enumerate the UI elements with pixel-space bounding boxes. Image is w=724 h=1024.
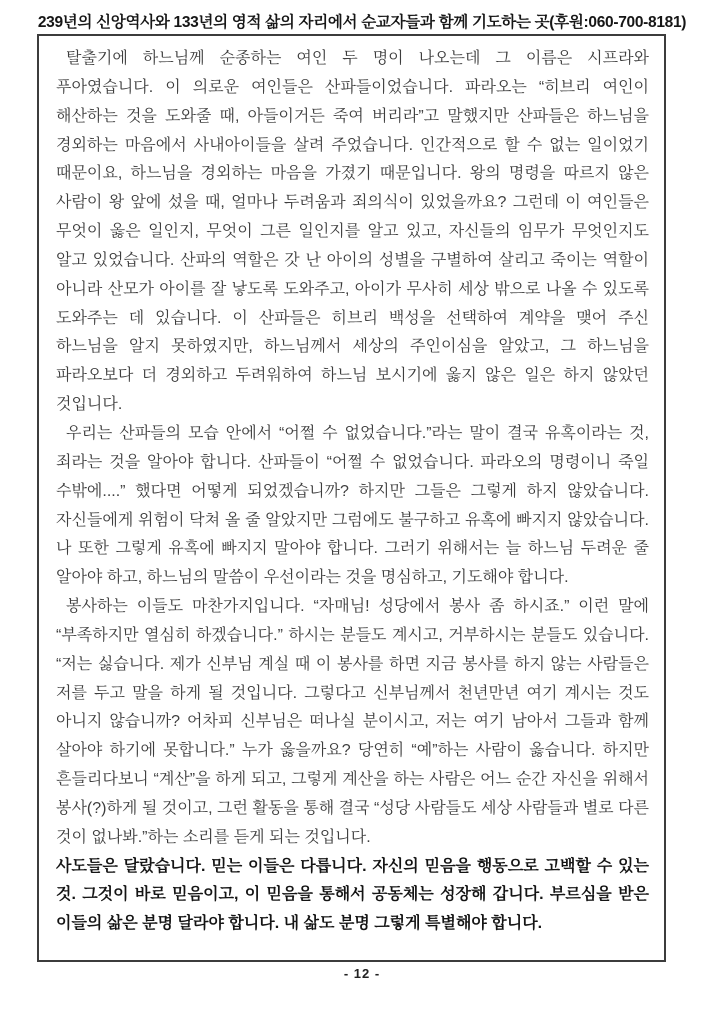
header-line: 239년의 신앙역사와 133년의 영적 삶의 자리에서 순교자들과 함께 기도하는 곳(후원:060-700-8181)	[37, 14, 687, 31]
paragraph-3: 봉사하는 이들도 마찬가지입니다. “자매님! 성당에서 봉사 좀 하시죠.” 이런 말에 “부족하지만 열심히 하겠습니다.” 하시는 분들도 계시고, 거부하시는 분들도 있습니다. “저는 싫습니다. 제가 신부님 계실 때 이 봉사를 하면 지금 봉사를 하지 않는 사람들은 저를 두고 말을 하게 될 것입니다. 그렇다고 신부님께서 천년만년 여기 계시는 것도 아니지 않습니까? 어차피 신부님은 떠나실 분이시고, 저는 여기 남아서 그들과 함께 살아야 하기에 못합니다.” 누가 옳을까요? 당연히 “예”하는 사람이 옳습니다. 하지만 흔들리다보니 “계산”을 하게 되고, 그렇게 계산을 하는 사람은 어느 순간 자신을 위해서 봉사(?)하게 될 것이고, 그런 활동을 통해 결국 “성당 사람들도 세상 사람들과 별로 다른 것이 없나봐.”하는 소리를 듣게 되는 것입니다.	[56, 598, 649, 846]
sermon-text	[56, 45, 649, 939]
content-box	[37, 34, 666, 962]
paragraph-2: 우리는 산파들의 모습 안에서 “어쩔 수 없었습니다.”라는 말이 결국 유혹이라는 것, 죄라는 것을 알아야 합니다. 산파들이 “어쩔 수 없었습니다. 파라오의 명령이니 죽일 수밖에....” 했다면 어떻게 되었겠습니까? 하지만 그들은 그렇게 하지 않았습니다. 자신들에게 위험이 닥쳐 올 줄 알았지만 그럼에도 불구하고 유혹에 빠지지 않았습니다. 나 또한 그렇게 유혹에 빠지지 말아야 합니다. 그러기 위해서는 늘 하느님 두려운 줄 알아야 하고, 하느님의 말씀이 우선이라는 것을 명심하고, 기도해야 합니다.	[56, 424, 649, 587]
paragraph-1: 탈출기에 하느님께 순종하는 여인 두 명이 나오는데 그 이름은 시프라와 푸아였습니다. 이 의로운 여인들은 산파들이었습니다. 파라오는 “히브리 여인이 해산하는 것을 도와줄 때, 아들이거든 죽여 버리라”고 말했지만 산파들은 하느님을 경외하는 마음에서 사내아이들을 살려 주었습니다. 인간적으로 할 수 없는 일이었기 때문이요, 하느님을 경외하는 마음을 가졌기 때문입니다. 왕의 명령을 따르지 않은 사람이 왕 앞에 섰을 때, 얼마나 두려움과 죄의식이 있었을까요? 그런데 이 여인들은 무엇이 옳은 일인지, 무엇이 그른 일인지를 알고 있고, 자신들의 임무가 무엇인지도 알고 있었습니다. 산파의 역할은 갓 난 아이의 성별을 구별하여 살리고 죽이는 역할이 아니라 산모가 아이를 잘 낳도록 도와주고, 아이가 무사히 세상 밖으로 나올 수 있도록 도와주는 데 있습니다. 이 산파들은 히브리 백성을 선택하여 계약을 맺어 주신 하느님을 알지 못하였지만, 하느님께서 세상의 주인이심을 알았고, 그 하느님을 파라오보다 더 경외하고 두려워하여 하느님 보시기에 옳지 않은 일은 하지 않았던 것입니다.	[56, 50, 649, 414]
emphasis-paragraph: 사도들은 달랐습니다. 믿는 이들은 다릅니다. 자신의 믿음을 행동으로 고백할 수 있는 것. 그것이 바로 믿음이고, 이 믿음을 통해서 공동체는 성장해 갑니다. 부르심을 받은 이들의 삶은 분명 달라야 합니다. 내 삶도 분명 그렇게 특별해야 합니다.	[56, 857, 649, 933]
page-number: - 12 -	[343, 966, 381, 981]
